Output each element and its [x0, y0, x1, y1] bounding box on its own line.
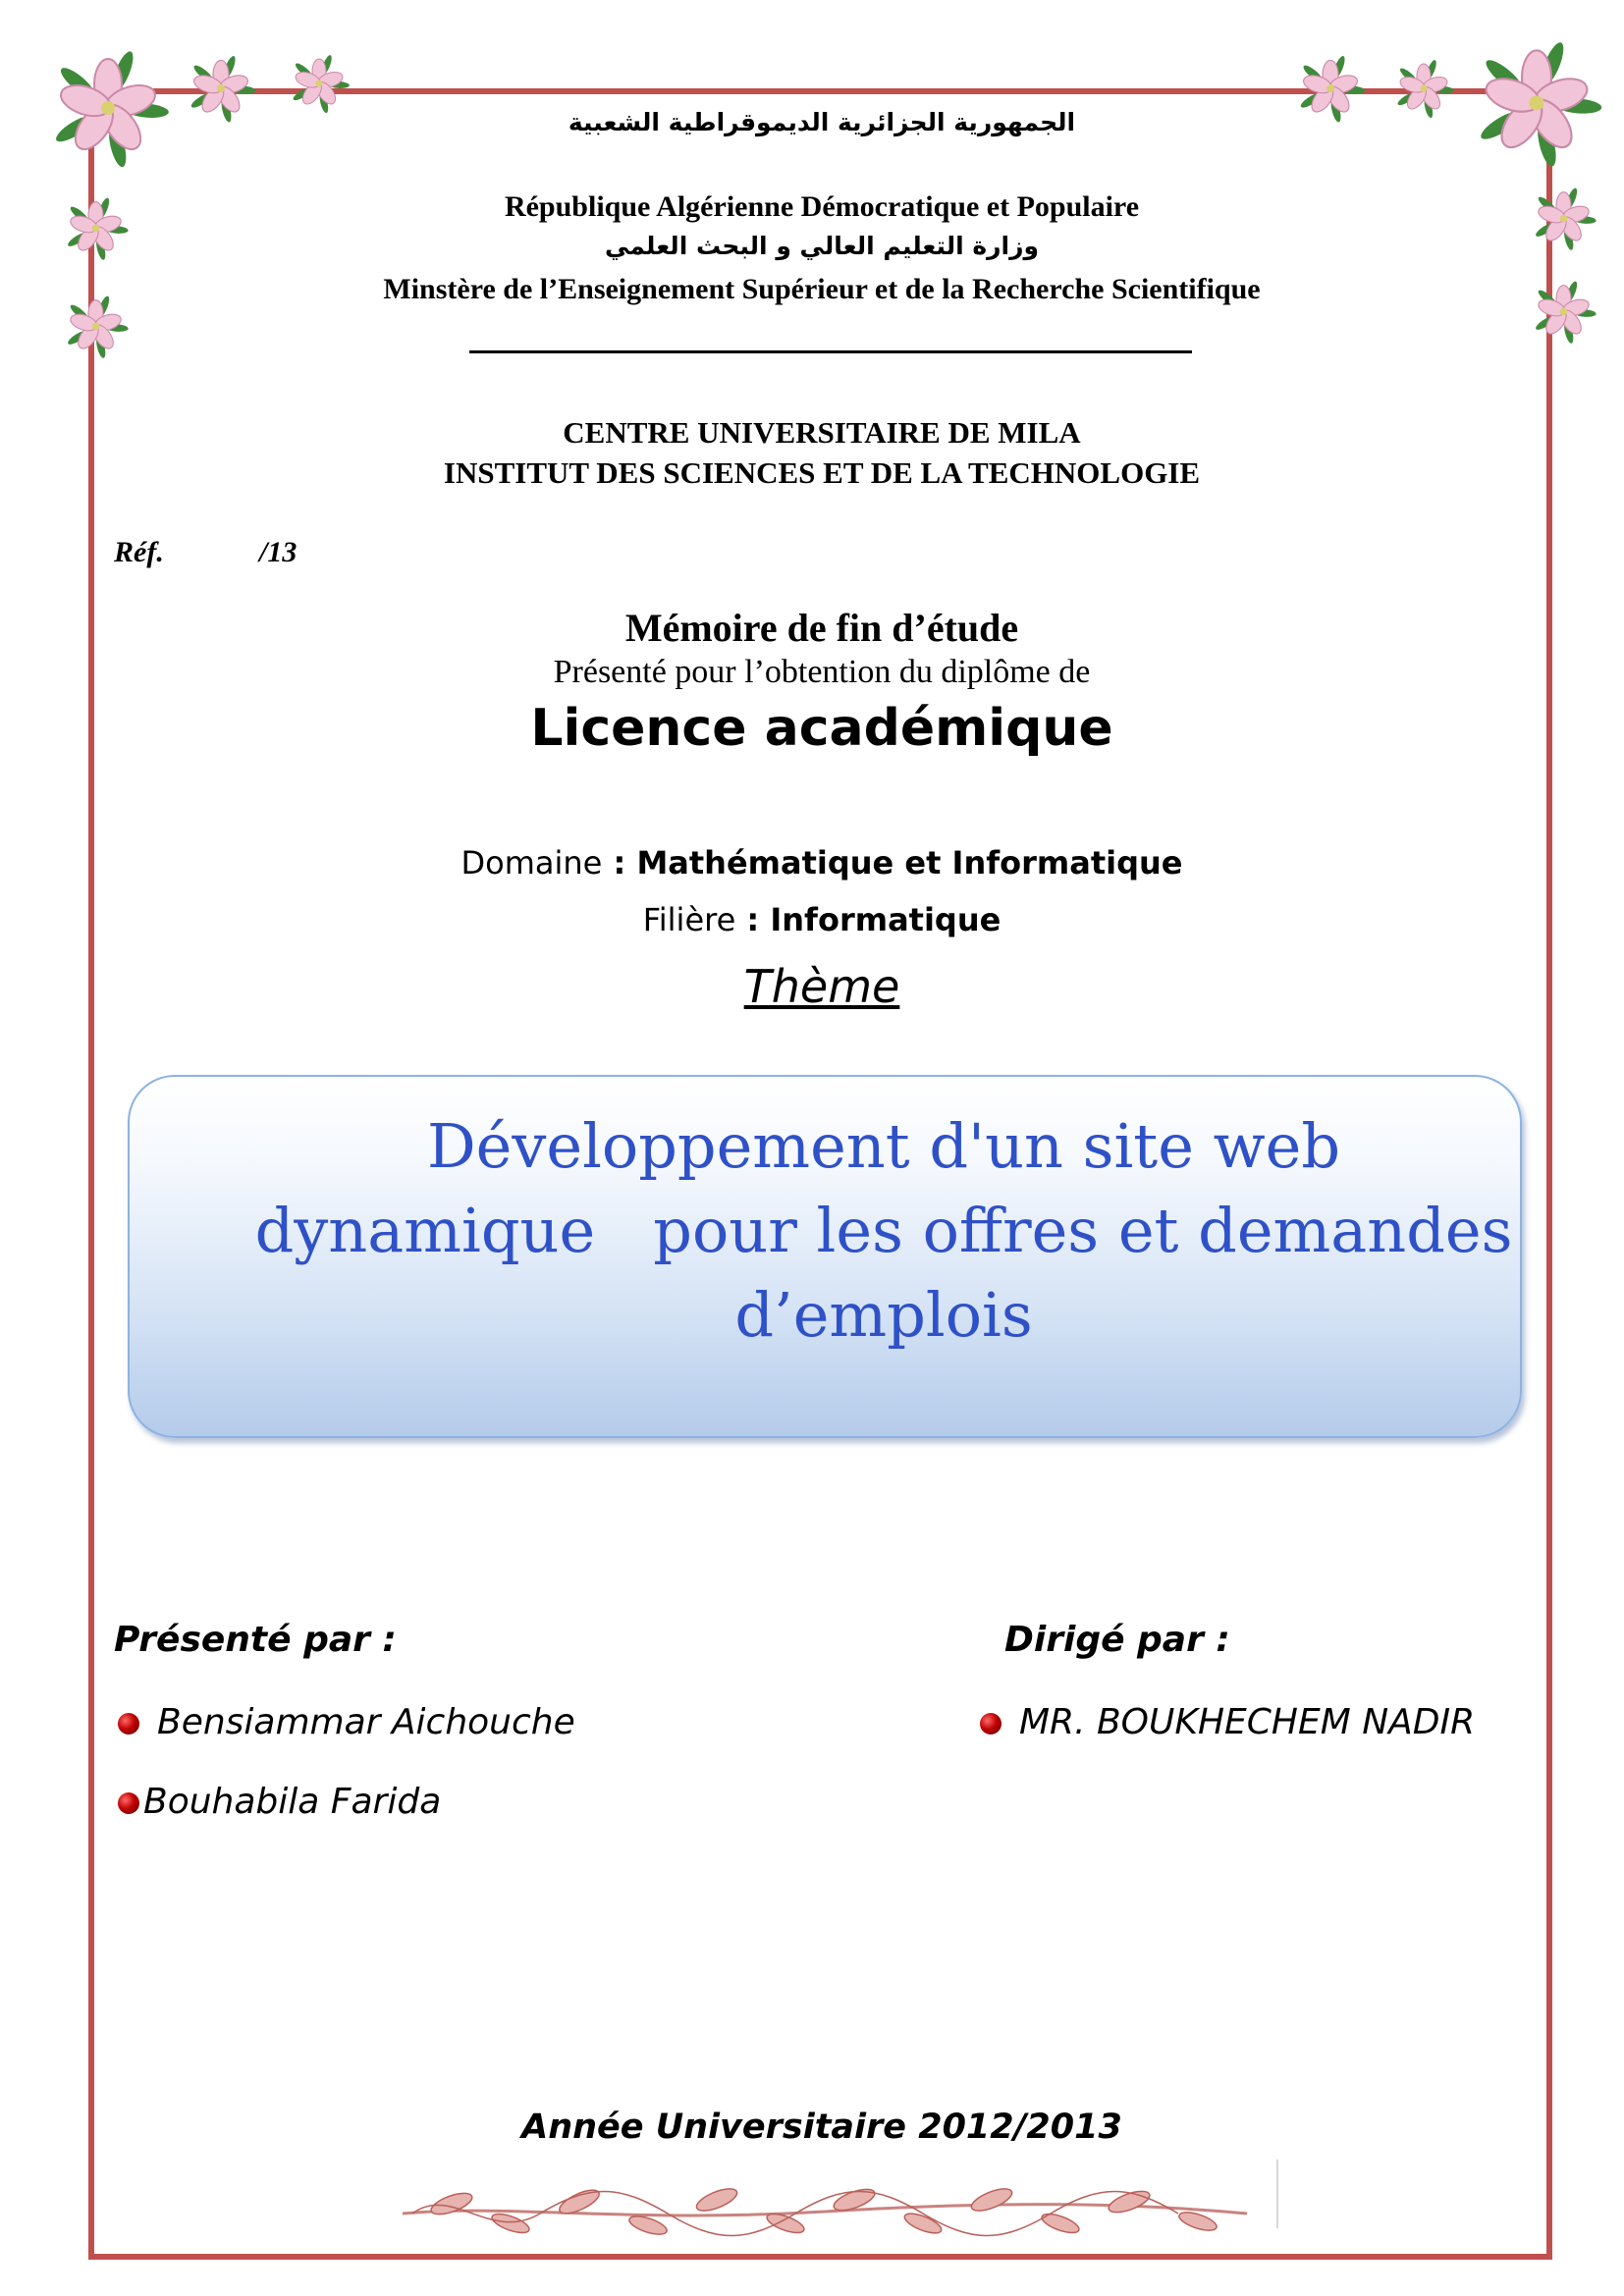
supervisor-name: MR. BOUKHECHEM NADIR [1019, 1702, 1476, 1742]
filiere-label: Filière [642, 901, 736, 938]
header-divider [469, 350, 1192, 353]
bullet-icon [980, 1713, 1001, 1735]
supervisor-item [980, 1702, 1475, 1742]
degree-title: Licence académique [530, 699, 1113, 758]
bullet-icon [118, 1713, 139, 1735]
arabic-ministry-heading: وزارة التعليم العالي و البحث العلمي [604, 232, 1040, 260]
academic-year: Année Universitaire 2012/2013 [521, 2108, 1122, 2147]
domaine-line [88, 844, 1555, 881]
republic-heading: République Algérienne Démocratique et Populaire [504, 190, 1140, 223]
reference-label: Réf. [114, 536, 164, 568]
memoire-title: Mémoire de fin d’étude [624, 606, 1019, 650]
theme-title-line-3: d’emplois [734, 1279, 1033, 1351]
filiere-value: Informatique [770, 901, 1001, 938]
student-item [118, 1702, 575, 1742]
bullet-icon [118, 1792, 139, 1814]
reference-value: /13 [259, 536, 298, 568]
institut-heading: INSTITUT DES SCIENCES ET DE LA TECHNOLOGIE [443, 455, 1201, 490]
theme-title-line-1: Développement d'un site web [426, 1110, 1341, 1182]
domaine-value: Mathématique et Informatique [636, 844, 1183, 881]
student-name: Bensiammar Aichouche [157, 1702, 575, 1742]
vine-ornament-icon [393, 2174, 1257, 2245]
filiere-separator: : [735, 901, 771, 938]
theme-title-line-2: dynamique pour les offres et demandes [254, 1195, 1513, 1266]
student-item [118, 1782, 441, 1822]
filiere-line [88, 901, 1555, 938]
memoire-subtitle: Présenté pour l’obtention du diplôme de [553, 654, 1091, 690]
theme-label: Thème [743, 960, 900, 1013]
student-name: Bouhabila Farida [143, 1782, 442, 1822]
directed-by-label: Dirigé par : [1004, 1620, 1230, 1660]
ministry-heading: Minstère de l’Enseignement Supérieur et de la Recherche Scientifique [383, 273, 1261, 305]
theme-title [226, 1104, 1542, 1358]
arabic-republic-heading: الجمهورية الجزائرية الديموقراطية الشعبية [568, 108, 1076, 136]
flower-decoration-icon [1463, 29, 1610, 177]
presented-by-label: Présenté par : [114, 1620, 397, 1660]
footer-divider [1276, 2160, 1278, 2228]
domaine-label: Domaine [460, 844, 603, 881]
domaine-separator: : [602, 844, 637, 881]
centre-heading: CENTRE UNIVERSITAIRE DE MILA [563, 415, 1081, 450]
